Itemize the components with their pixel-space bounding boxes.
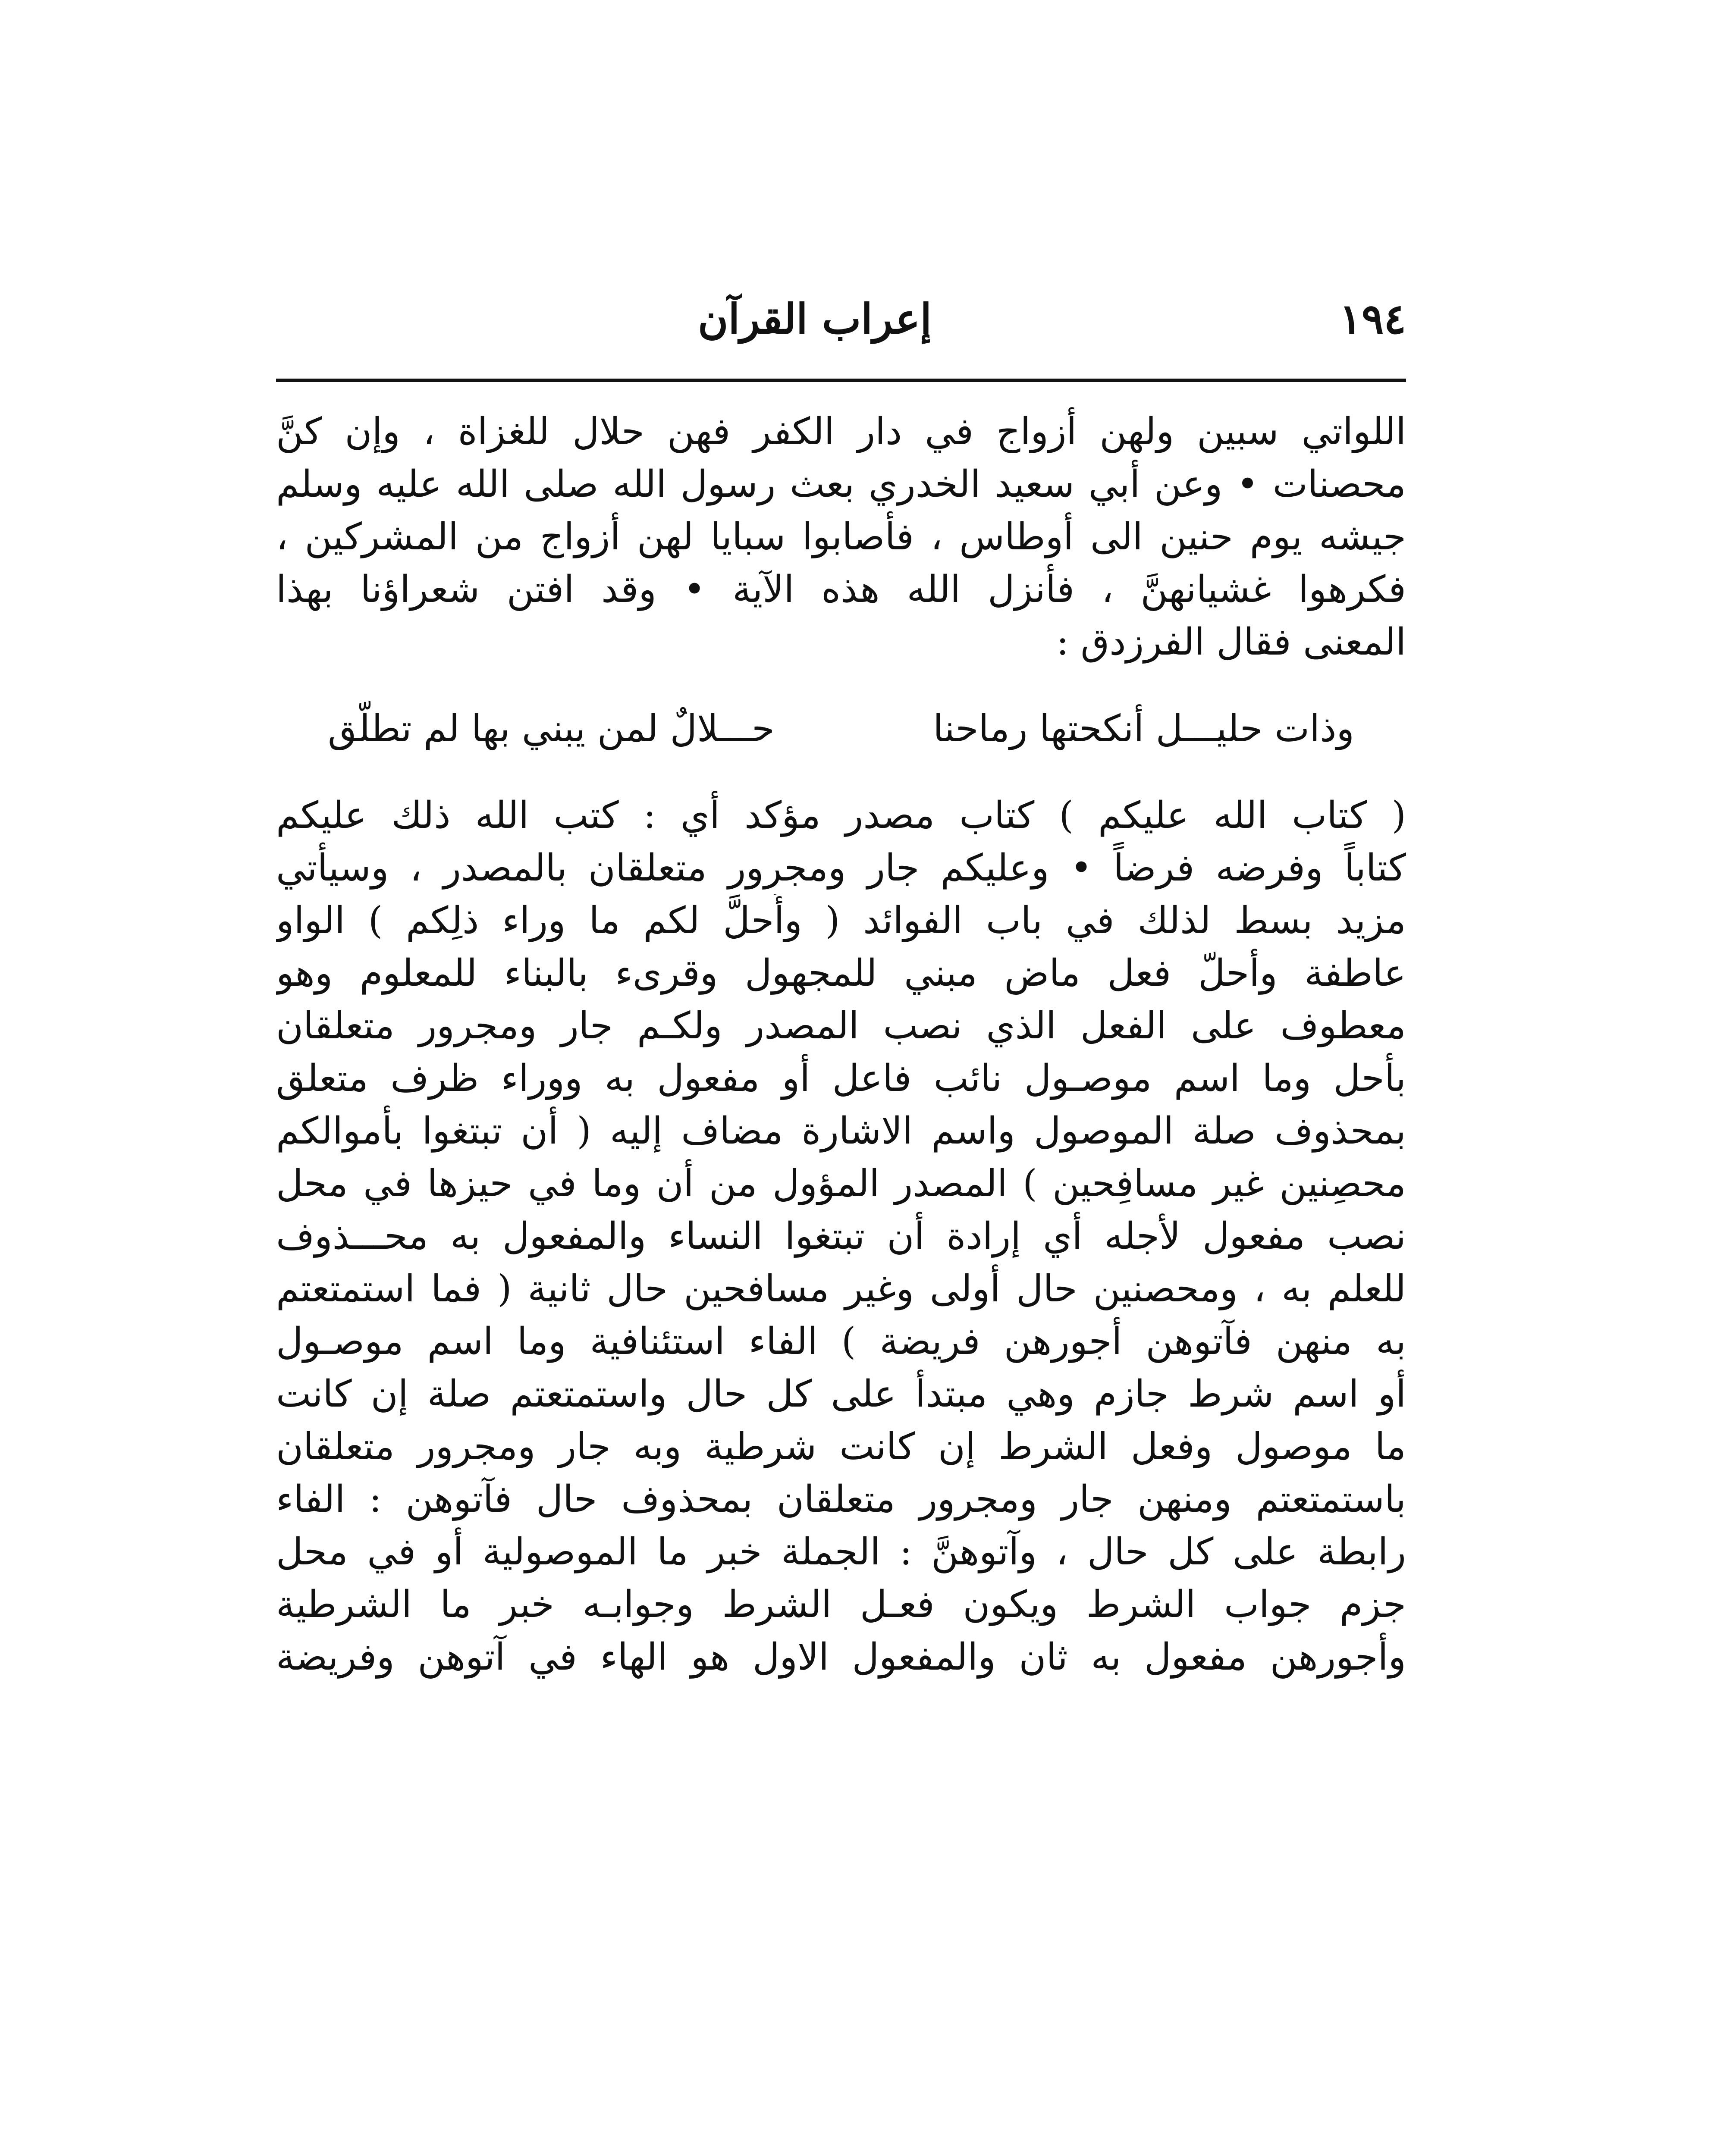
text-line: معطوف على الفعل الذي نصب المصدر ولكـم جار ومجرور متعلقان [276, 1004, 1406, 1047]
text-line: جيشه يوم حنين الى أوطاس ، فأصابوا سبايا لهن أزواج من المشركين ، [276, 515, 1406, 558]
text-line: أو اسم شرط جازم وهي مبتدأ على كل حال واستمتعتم صلة إن كانت [276, 1373, 1406, 1416]
text-line: رابطة على كل حال ، وآتوهنَّ : الجملة خبر ما الموصولية أو في محل [276, 1530, 1406, 1573]
text-line: نصب مفعول لأجله أي إرادة أن تبتغوا النساء والمفعول به محـــذوف [276, 1215, 1406, 1258]
text-line: به منهن فآتوهن أجورهن فريضة ) الفاء استئنافية وما اسم موصـول [276, 1320, 1406, 1363]
text-line: محصنات • وعن أبي سعيد الخدري بعث رسول الله صلى الله عليه وسلم [276, 463, 1406, 506]
page-title: إعراب القرآن [697, 295, 932, 343]
text-line: ( كتاب الله عليكم ) كتاب مصدر مؤكد أي : كتب الله ذلك عليكم [276, 794, 1406, 837]
text-line: جزم جواب الشرط ويكون فعـل الشرط وجوابـه خبر ما الشرطية [276, 1583, 1406, 1626]
text-line: المعنى فقال الفرزدق : [1056, 620, 1406, 664]
text-line: ما موصول وفعل الشرط إن كانت شرطية وبه جار ومجرور متعلقان [276, 1425, 1406, 1468]
text-line: وأجورهن مفعول به ثان والمفعول الاول هو الهاء في آتوهن وفريضة [276, 1636, 1406, 1679]
header-rule [276, 379, 1406, 382]
text-line: بأحل وما اسم موصـول نائب فاعل أو مفعول به ووراء ظرف متعلق [276, 1057, 1406, 1100]
page-body [276, 405, 1406, 2156]
poem-hemistich-first: وذات حليـــل أنكحتها رماحنا [933, 707, 1354, 750]
text-line: مزيد بسط لذلك في باب الفوائد ( وأُحلَّ لكم ما وراء ذلِكم ) الواو [276, 899, 1406, 942]
text-line: بمحذوف صلة الموصول واسم الاشارة مضاف إليه ( أن تبتغوا بأموالكم [276, 1109, 1406, 1153]
text-line: فكرهوا غشيانهنَّ ، فأنزل الله هذه الآية • وقد افتن شعراؤنا بهذا [276, 568, 1406, 611]
paragraph-1 [276, 405, 1406, 668]
spacer [276, 668, 1406, 699]
text-line: محصِنين غير مسافِحين ) المصدر المؤول من أن وما في حيزها في محل [276, 1162, 1406, 1205]
text-line: كتاباً وفرضه فرضاً • وعليكم جار ومجرور متعلقان بالمصدر ، وسيأتي [276, 846, 1406, 890]
paragraph-2 [276, 789, 1406, 1683]
poem-hemistich-second: حـــلالٌ لمن يبني بها لم تطلّق [328, 707, 775, 750]
text-line: للعلم به ، ومحصنين حال أولى وغير مسافحين حال ثانية ( فما استمتعتم [276, 1267, 1406, 1310]
poem-verse [276, 699, 1406, 759]
page-header [276, 276, 1406, 362]
spacer [276, 759, 1406, 789]
page-number: ١٩٤ [1339, 295, 1406, 343]
text-line: اللواتي سبين ولهن أزواج في دار الكفر فهن حلال للغزاة ، وإن كنَّ [276, 410, 1406, 453]
text-line: عاطفة وأحلّ فعل ماض مبني للمجهول وقرىء بالبناء للمعلوم وهو [276, 952, 1406, 995]
text-line: باستمتعتم ومنهن جار ومجرور متعلقان بمحذوف حال فآتوهن : الفاء [276, 1478, 1406, 1521]
